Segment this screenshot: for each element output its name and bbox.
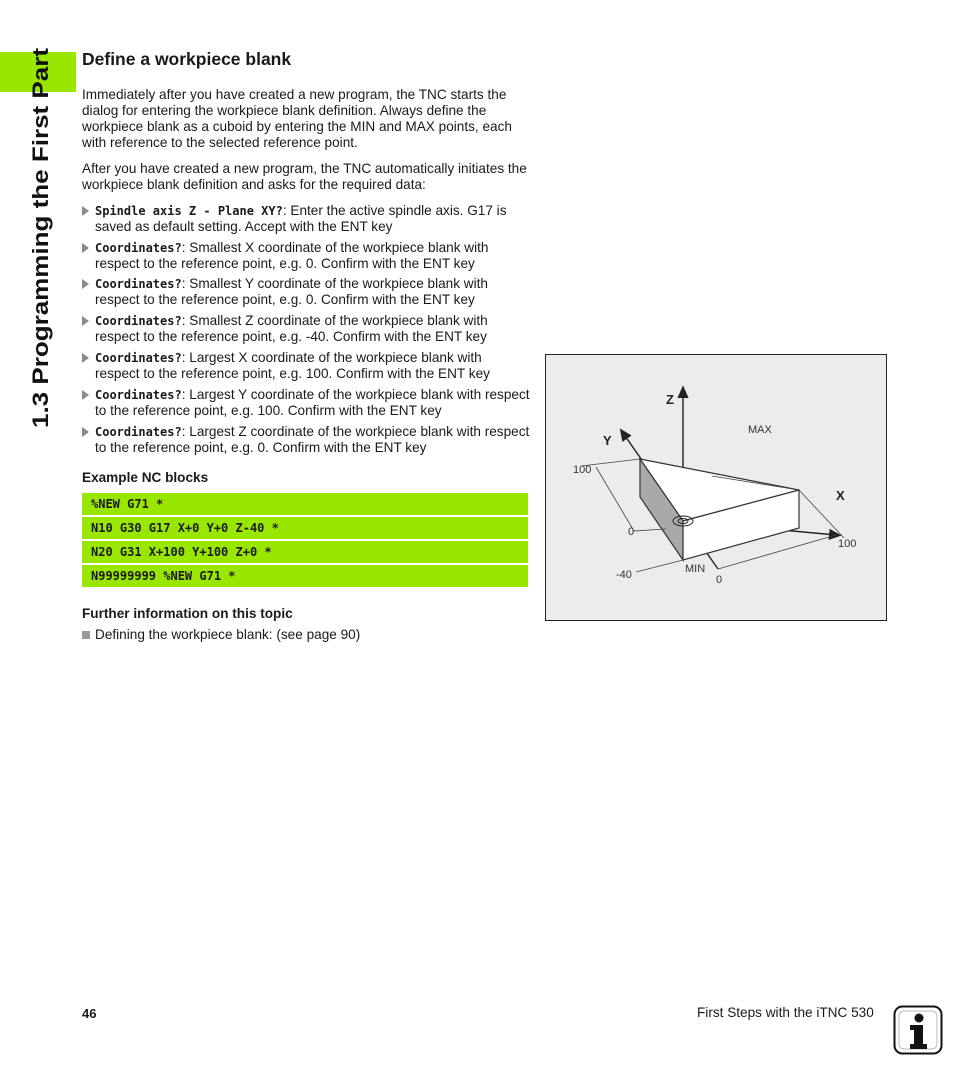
step-item <box>82 203 530 235</box>
info-icon <box>893 1005 943 1055</box>
arrow-icon <box>82 206 89 216</box>
dialog-prompt: Coordinates? <box>95 388 182 402</box>
step-text: : Largest Z coordinate of the workpiece blank with respect to the reference point, e.g. 0. Confirm with the ENT key <box>95 424 530 455</box>
nc-block: %NEW G71 * <box>82 493 528 515</box>
further-info-text: Defining the workpiece blank: (see page 90) <box>95 627 361 642</box>
nc-block: N20 G31 X+100 Y+100 Z+0 * <box>82 541 528 563</box>
nc-block: N99999999 %NEW G71 * <box>82 565 528 587</box>
chapter-side-title-text: 1.3 Programming the First Part <box>28 106 53 428</box>
arrow-icon <box>82 243 89 253</box>
step-text: : Smallest X coordinate of the workpiece blank with respect to the reference point, e.g. 0. Confirm with the ENT key <box>95 240 489 271</box>
arrow-icon <box>82 390 89 400</box>
example-heading: Example NC blocks <box>82 470 209 485</box>
dialog-prompt: Coordinates? <box>95 425 182 439</box>
footer-title: First Steps with the iTNC 530 <box>697 1005 874 1020</box>
x-100-label: 100 <box>838 538 857 550</box>
min-label: MIN <box>685 563 706 575</box>
dialog-prompt: Coordinates? <box>95 314 182 328</box>
z-neg40-label: -40 <box>616 569 632 581</box>
step-item <box>82 350 530 382</box>
bullet-square-icon <box>82 631 90 639</box>
step-item <box>82 313 530 345</box>
dialog-prompt: Coordinates? <box>95 277 182 291</box>
step-item <box>82 387 530 419</box>
x-axis-label: X <box>836 488 845 503</box>
step-text: : Largest Y coordinate of the workpiece blank with respect to the reference point, e.g. 100. Confirm with the ENT key <box>95 387 530 418</box>
z-axis-label: Z <box>666 392 674 407</box>
arrow-icon <box>82 353 89 363</box>
step-text: : Smallest Z coordinate of the workpiece blank with respect to the reference point, e.g. -40. Confirm with the ENT key <box>95 313 488 344</box>
step-item <box>82 424 530 456</box>
y-0-label: 0 <box>628 526 635 538</box>
arrow-icon <box>82 279 89 289</box>
step-item <box>82 276 530 308</box>
x-0-label: 0 <box>716 574 723 586</box>
y-axis-label: Y <box>603 433 612 448</box>
step-text: : Enter the active spindle axis. G17 is saved as default setting. Accept with the ENT key <box>95 203 507 234</box>
arrow-icon <box>82 427 89 437</box>
dialog-prompt: Coordinates? <box>95 351 182 365</box>
dialog-paragraph: After you have created a new program, the TNC automatically initiates the workpiece blank definition and asks for the required data: <box>82 161 527 192</box>
further-info-item <box>82 627 360 642</box>
section-heading: Define a workpiece blank <box>82 49 292 69</box>
step-item <box>82 240 530 272</box>
step-text: : Largest X coordinate of the workpiece blank with respect to the reference point, e.g. 100. Confirm with the ENT key <box>95 350 490 381</box>
y-100-label: 100 <box>573 464 592 476</box>
dialog-prompt: Coordinates? <box>95 241 182 255</box>
dialog-prompt: Spindle axis Z - Plane XY? <box>95 204 283 218</box>
arrow-icon <box>82 316 89 326</box>
chapter-side-title <box>17 46 57 428</box>
nc-block: N10 G30 G17 X+0 Y+0 Z-40 * <box>82 517 528 539</box>
max-label: MAX <box>748 424 772 436</box>
further-info-heading: Further information on this topic <box>82 606 293 621</box>
intro-paragraph: Immediately after you have created a new program, the TNC starts the dialog for entering the workpiece blank definition. Always define the workpiece blank as a cuboid by entering the MIN and MAX points, each with reference to the selected reference point. <box>82 87 512 150</box>
workpiece-blank-figure <box>545 354 887 621</box>
page-number: 46 <box>82 1006 97 1021</box>
step-text: : Smallest Y coordinate of the workpiece blank with respect to the reference point, e.g. 0. Confirm with the ENT key <box>95 276 488 307</box>
